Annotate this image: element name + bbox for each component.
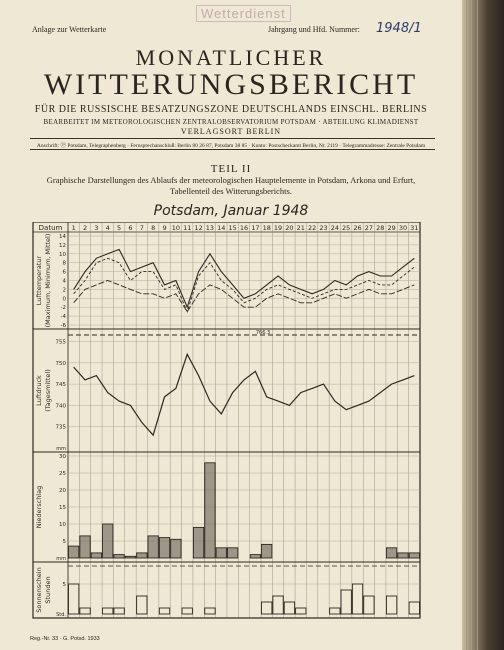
y-tick-label: 5 [62, 539, 66, 545]
precip-bar-17 [250, 555, 260, 558]
stamp: Wetterdienst [196, 5, 291, 22]
sunshine-bar-19 [273, 596, 283, 614]
sunshine-bar-11 [182, 608, 192, 614]
divider [30, 149, 435, 150]
sunshine-bar-2 [80, 608, 90, 614]
divider [30, 138, 435, 139]
day-label-24: 24 [330, 224, 339, 232]
y-tick-label: 755 [55, 339, 66, 346]
precip-bar-15 [227, 548, 237, 558]
section-desc-2: Tabellenteil des Witterungsberichts. [170, 186, 292, 196]
precip-bar-14 [216, 548, 226, 558]
precip-bar-12 [193, 527, 203, 558]
precip-bar-8 [148, 536, 158, 558]
sunshine-bar-20 [284, 602, 294, 614]
sunshine-bar-29 [386, 596, 396, 614]
day-label-18: 18 [262, 224, 271, 232]
date-row-label: Datum [38, 224, 63, 232]
day-label-25: 25 [342, 224, 351, 232]
y-unit-label: mm [56, 446, 66, 452]
day-label-22: 22 [307, 224, 317, 232]
sunshine-bar-9 [159, 608, 169, 614]
sunshine-bar-18 [262, 602, 272, 614]
side-label-0: Sonnenschein [35, 567, 43, 613]
day-label-13: 13 [205, 224, 215, 232]
day-label-11: 11 [183, 224, 192, 232]
section-desc-1: Graphische Darstellungen des Ablaufs der meteorologischen Hauptelemente in Potsdam, Arkona und Erfurt, [46, 175, 416, 185]
masthead-line5: VERLAGSORT BERLIN [180, 127, 282, 136]
handwritten-issue-number: 1948/1 [376, 21, 422, 36]
sunshine-bar-7 [137, 596, 147, 614]
sunshine-bar-31 [409, 602, 419, 614]
book-binding [462, 0, 504, 650]
y-tick-label: 0 [62, 296, 66, 303]
side-label-0: Luftdruck [35, 375, 43, 406]
contact-line: Anschrift: Ⓟ Potsdam, Telegraphenberg · Fernsprechanschluß: Berlin 80 26 87, Potsdam 38 85 · Konto: Postscheckamt Berlin, Nr. 2119 · Telegrammadresse: Zentrale Potsdam [36, 143, 426, 149]
precip-bar-2 [80, 536, 90, 558]
y-tick-label: 8 [62, 260, 66, 267]
reference-label: 766.3 [255, 330, 271, 336]
y-tick-label: 30 [59, 454, 66, 460]
y-tick-label: 740 [55, 403, 66, 410]
day-label-26: 26 [353, 224, 362, 232]
y-tick-label: 6 [62, 269, 66, 276]
y-tick-label: 745 [55, 382, 66, 389]
section-part: TEIL II [210, 163, 252, 175]
side-label-0: Niederschlag [35, 485, 43, 529]
masthead-line1: MONATLICHER [135, 45, 327, 70]
chart-title: Potsdam, Januar 1948 [153, 203, 309, 219]
day-label-2: 2 [82, 224, 88, 232]
masthead-line3: FÜR DIE RUSSISCHE BESATZUNGSZONE DEUTSCHLANDS EINSCHL. BERLINS [34, 104, 428, 115]
y-tick-label: -2 [60, 305, 66, 312]
y-tick-label: 14 [59, 234, 66, 240]
sunshine-bar-5 [114, 608, 124, 614]
side-label-1: (Maximum, Minimum, Mittel) [44, 233, 52, 328]
sunshine-bar-21 [296, 608, 306, 614]
sunshine-bar-24 [330, 608, 340, 614]
climate-chart [0, 222, 462, 642]
y-tick-label: 15 [59, 505, 66, 511]
day-label-23: 23 [319, 224, 328, 232]
day-label-20: 20 [285, 224, 294, 232]
chart-frame [33, 222, 420, 618]
y-tick-label: 10 [59, 251, 66, 258]
day-label-12: 12 [194, 224, 203, 232]
y-tick-label: 4 [62, 278, 66, 285]
footer-note: Reg.-Nr. 33 · G. Potsd. 1933 [30, 636, 100, 642]
sunshine-bar-26 [352, 584, 362, 614]
precip-bar-31 [409, 553, 419, 558]
sunshine-bar-4 [103, 608, 113, 614]
day-label-17: 17 [251, 224, 260, 232]
sunshine-bar-27 [364, 596, 374, 614]
y-unit-label: Std. [56, 612, 66, 618]
day-label-21: 21 [296, 224, 305, 232]
sunshine-bar-1 [69, 584, 79, 614]
y-tick-label: -4 [60, 314, 66, 321]
day-label-1: 1 [71, 224, 76, 232]
day-label-28: 28 [376, 224, 385, 232]
precip-bar-7 [137, 553, 147, 558]
precip-bar-6 [125, 556, 135, 558]
y-tick-label: 5 [62, 582, 66, 588]
precip-bar-29 [386, 548, 396, 558]
day-label-8: 8 [151, 224, 156, 232]
annex-label: Anlage zur Wetterkarte [32, 25, 107, 34]
day-label-30: 30 [398, 224, 408, 232]
day-label-19: 19 [273, 224, 283, 232]
day-label-29: 29 [387, 224, 396, 232]
side-label-0: Lufttemperatur [35, 255, 43, 306]
day-label-5: 5 [117, 224, 122, 232]
day-label-16: 16 [239, 224, 249, 232]
y-tick-label: 2 [62, 287, 66, 294]
y-tick-label: -6 [60, 323, 66, 329]
day-label-27: 27 [364, 224, 374, 232]
day-label-3: 3 [94, 224, 99, 232]
day-label-9: 9 [162, 224, 167, 232]
day-label-4: 4 [105, 224, 110, 232]
precip-bar-13 [205, 463, 215, 558]
y-tick-label: 12 [59, 242, 66, 249]
day-label-6: 6 [128, 224, 133, 232]
masthead-line2: WITTERUNGSBERICHT [43, 68, 419, 101]
precip-bar-18 [262, 544, 272, 558]
precip-bar-4 [103, 524, 113, 558]
y-tick-label: 750 [55, 360, 66, 367]
sunshine-bar-25 [341, 590, 351, 614]
precip-bar-10 [171, 539, 181, 558]
day-label-10: 10 [171, 224, 181, 232]
precip-bar-1 [69, 546, 79, 558]
precip-bar-5 [114, 555, 124, 558]
precip-bar-9 [159, 538, 169, 558]
y-tick-label: 735 [55, 424, 66, 431]
day-label-31: 31 [410, 224, 419, 232]
y-tick-label: 10 [59, 522, 66, 528]
day-label-15: 15 [228, 224, 237, 232]
y-tick-label: 25 [59, 471, 66, 477]
sunshine-bar-13 [205, 608, 215, 614]
issue-label: Jahrgang und Hfd. Nummer: [268, 25, 360, 34]
precip-bar-30 [398, 553, 408, 558]
side-label-1: Stunden [44, 576, 52, 604]
masthead-line4: BEARBEITET IM METEOROLOGISCHEN ZENTRALOBSERVATORIUM POTSDAM · ABTEILUNG KLIMADIENST [43, 118, 419, 126]
side-label-1: (Tagesmittel) [44, 369, 52, 412]
day-label-14: 14 [217, 224, 226, 232]
day-label-7: 7 [139, 224, 144, 232]
y-tick-label: 20 [59, 488, 66, 494]
y-unit-label: mm [56, 556, 66, 562]
precip-bar-3 [91, 553, 101, 558]
